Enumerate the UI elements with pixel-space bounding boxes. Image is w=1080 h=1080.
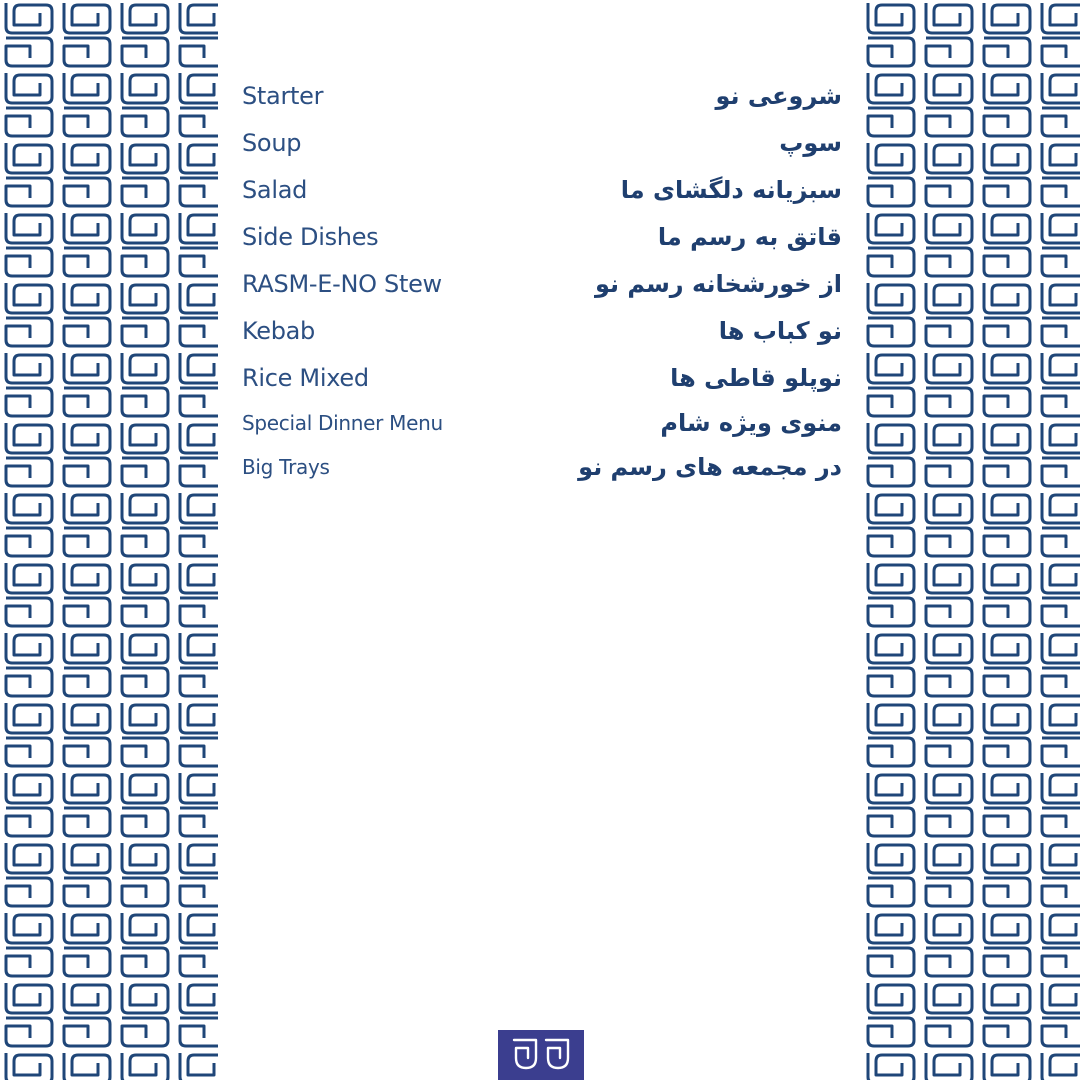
menu-item-special-dinner[interactable] xyxy=(242,401,842,445)
right-pattern-panel xyxy=(862,0,1080,1080)
menu-item-en-label: Salad xyxy=(242,175,308,204)
menu-item-en-label: Rice Mixed xyxy=(242,363,369,392)
left-pattern-panel xyxy=(0,0,218,1080)
menu-item-fa-label: سوپ xyxy=(779,128,842,157)
menu-item-en-label: Big Trays xyxy=(242,455,330,479)
menu-item-fa-label: نو کباب ها xyxy=(718,316,842,345)
menu-item-en-label: RASM-E-NO Stew xyxy=(242,269,442,298)
menu-item-en-label: Kebab xyxy=(242,316,315,345)
menu-item-en-label: Special Dinner Menu xyxy=(242,411,443,435)
menu-item-en-label: Soup xyxy=(242,128,302,157)
menu-item-kebab[interactable] xyxy=(242,307,842,354)
brand-logo-icon[interactable] xyxy=(498,1030,584,1080)
menu-list xyxy=(242,72,842,489)
menu-item-rice-mixed[interactable] xyxy=(242,354,842,401)
logo-monogram-icon xyxy=(510,1036,572,1074)
menu-item-salad[interactable] xyxy=(242,166,842,213)
menu-item-fa-label: در مجمعه های رسم نو xyxy=(578,453,842,481)
menu-item-en-label: Starter xyxy=(242,81,324,110)
menu-item-fa-label: شروعی نو xyxy=(715,81,842,110)
menu-item-fa-label: قاتق به رسم ما xyxy=(657,222,842,251)
menu-item-fa-label: منوی ویژه شام xyxy=(660,409,842,437)
menu-item-side-dishes[interactable] xyxy=(242,213,842,260)
menu-item-big-trays[interactable] xyxy=(242,445,842,489)
menu-item-starter[interactable] xyxy=(242,72,842,119)
menu-item-soup[interactable] xyxy=(242,119,842,166)
menu-item-fa-label: نوپلو قاطی ها xyxy=(670,363,842,392)
menu-item-en-label: Side Dishes xyxy=(242,222,379,251)
menu-item-stew[interactable] xyxy=(242,260,842,307)
menu-item-fa-label: از خورشخانه رسم نو xyxy=(594,269,842,298)
menu-item-fa-label: سبزیانه دلگشای ما xyxy=(620,175,842,204)
